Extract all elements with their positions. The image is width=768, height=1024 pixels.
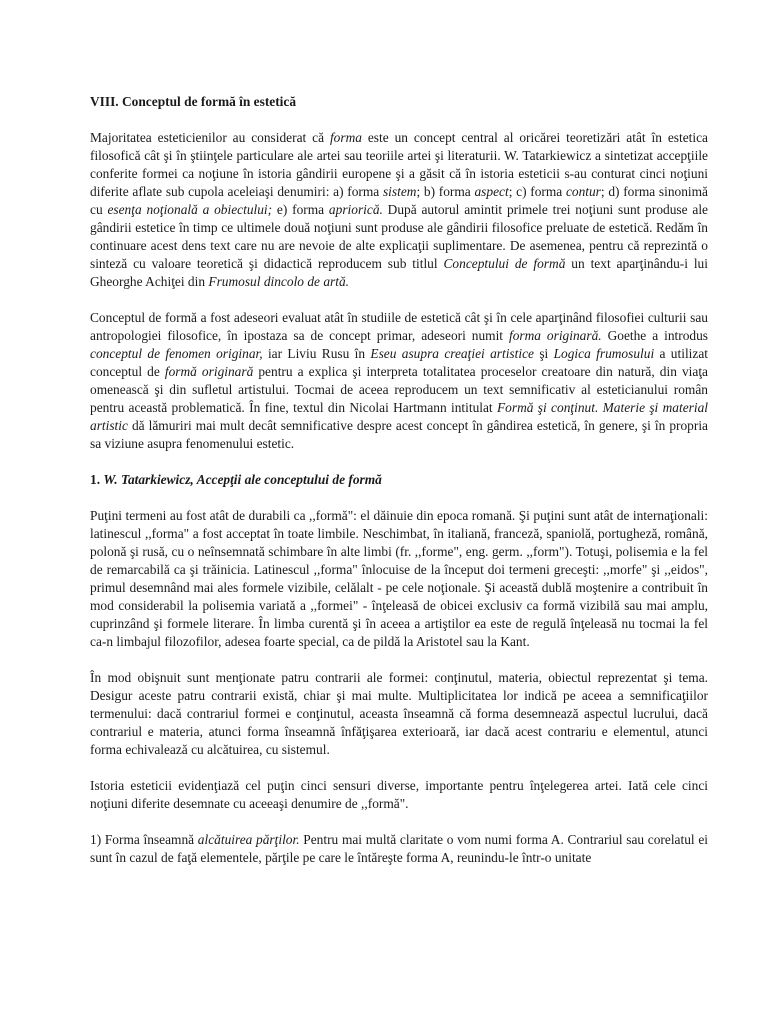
text-run: Goethe a introdus xyxy=(601,328,709,343)
section-number: 1. xyxy=(90,472,104,487)
italic-text: apriorică. xyxy=(328,202,383,217)
text-run: iar Liviu Rusu în xyxy=(262,346,371,361)
italic-text: aspect xyxy=(474,184,509,199)
text-run: 1) Forma înseamnă xyxy=(90,832,198,847)
text-run: ; b) forma xyxy=(416,184,475,199)
italic-text: Logica frumosului xyxy=(553,346,655,361)
text-run: După autorul amintit primele trei noţiuni sunt produse ale gândirii estetice în timp ce ultimele două noţiuni sunt produse ale gândirii filosofice preluate de estetică. Redăm în continuare acest dens text care nu are nevoie de alte explicaţii suplimentare. De asemenea, pentru că reprezintă o sinteză cu valoare teoretică şi didactică reproducem sub titlul xyxy=(90,202,708,271)
italic-text: conceptul de fenomen originar, xyxy=(90,346,263,361)
text-run: Majoritatea esteticienilor au considerat că xyxy=(90,130,330,145)
section-heading xyxy=(90,471,708,489)
paragraph xyxy=(90,507,708,651)
text-run: ; c) forma xyxy=(508,184,566,199)
text-run: e) forma xyxy=(272,202,329,217)
text-run: Pentru mai multă claritate o vom numi forma A. Contrariul sau corelatul ei sunt în cazul de faţă elementele, părţile pe care le întăreşte forma A, reunindu-le într-o unitate xyxy=(90,832,708,865)
text-run: Istoria esteticii evidenţiază cel puţin cinci sensuri diverse, importante pentru înţelegerea artei. Iată cele cinci noţiuni diferite desemnate cu aceeaşi denumire de ,,formă". xyxy=(90,778,708,811)
italic-text: Frumosul dincolo de artă. xyxy=(208,274,349,289)
italic-text: sistem xyxy=(382,184,417,199)
paragraph xyxy=(90,309,708,453)
italic-text: Formă şi conţinut. Materie şi material artistic xyxy=(90,400,708,433)
text-run: Puţini termeni au fost atât de durabili ca ,,formă": el dăinuie din epoca romană. Şi puţini sunt atât de internaţionali: latinescul ,,forma" a fost acceptat în toate limbile. Neschimbat, în italiană, franceză, spaniolă, portugheză, română, polonă şi rusă, cu o neînsemnată schimbare în alte limbi (fr. ,,forme", eng. germ. ,,form"). Totuşi, polisemia e la fel de remarcabilă ca şi trăinicia. Latinescul ,,forma" înlocuise de la început doi termeni greceşti: ,,morfe" şi ,,eidos", primul desemnând mai ales formele vizibile, celălalt - pe cele noţionale. Şi această dublă moştenire a contribuit în mod considerabil la polisemia variată a ,,formei" - înţeleasă de obicei exclusiv ca formă vizibilă sau mai amplu, cuprinzând şi formele literare. În limba curentă şi în aceea a artiştilor ea este de regulă înţeleasă nu tocmai la fel ca-n limbajul filozofilor, adesea foarte special, ca de pildă la Aristotel sau la Kant. xyxy=(90,508,708,649)
italic-text: esenţa noţională a obiectului; xyxy=(107,202,273,217)
italic-text: contur xyxy=(565,184,601,199)
text-run: un text aparţinându-i lui Gheorghe Achiţei din xyxy=(90,256,708,289)
text-run: ; d) forma sinonimă cu xyxy=(90,184,709,217)
text-run: În mod obişnuit sunt menţionate patru contrarii ale formei: conţinutul, materia, obiectul reprezentat şi tema. Desigur aceste patru contrarii există, chiar şi mai multe. Multiplicitatea lor indică pe aceea a semnificaţiilor termenului: dacă contrariul formei e conţinutul, aceasta înseamnă că forma desemnează aspectul lucrului, dacă contrariul e materia, atunci forma înseamnă înfăţişarea exterioară, iar dacă acest contrariu e elementul, atunci forma echivalează cu alcătuirea, cu sistemul. xyxy=(90,670,708,757)
text-run: pentru a explica şi interpreta totalitatea proceselor creatoare din natură, din viaţa omenească şi din sufletul artistului. Tocmai de aceea reproducem un text semnificativ al esteticianului român pentru această problematică. În fine, textul din Nicolai Hartmann intitulat xyxy=(90,364,708,415)
section-paragraphs xyxy=(90,507,708,867)
italic-text: forma originară. xyxy=(508,328,602,343)
paragraph xyxy=(90,777,708,813)
text-run: Conceptul de formă a fost adeseori evaluat atât în studiile de estetică cât şi în cele aparţinând filosofiei culturii sau antropologiei filosofice, în ipostaza sa de concept primar, adeseori numit xyxy=(90,310,708,343)
intro-paragraphs xyxy=(90,129,708,453)
italic-text: alcătuirea părţilor. xyxy=(197,832,300,847)
text-run: este un concept central al oricărei teoretizări atât în estetica filosofică cât şi în ştiinţele particulare ale artei sau teoriile artei şi literaturii. W. Tatarkiewicz a sintetizat accepţiile conferite formei ca noţiune în istoria gândirii europene şi a găsit că în istoria esteticii s-au conturat cinci noţiuni diferite aflate sub cupola aceleiaşi denumiri: a) forma xyxy=(90,130,708,199)
text-run: şi xyxy=(533,346,554,361)
section-title: W. Tatarkiewicz, Accepţii ale conceptului de formă xyxy=(103,472,382,487)
text-run: dă lămuriri mai mult decât semnificative despre acest concept în gândirea estetică, în genere, şi în propria sa viziune asupra fenomenului estetic. xyxy=(90,418,708,451)
italic-text: forma xyxy=(329,130,362,145)
text-run: a utilizat conceptul de xyxy=(90,346,708,379)
chapter-title: VIII. Conceptul de formă în estetică xyxy=(90,94,297,109)
paragraph xyxy=(90,669,708,759)
italic-text: Eseu asupra creaţiei artistice xyxy=(370,346,534,361)
italic-text: formă originară xyxy=(164,364,254,379)
italic-text: Conceptului de formă xyxy=(443,256,566,271)
paragraph xyxy=(90,831,708,867)
paragraph xyxy=(90,129,708,291)
